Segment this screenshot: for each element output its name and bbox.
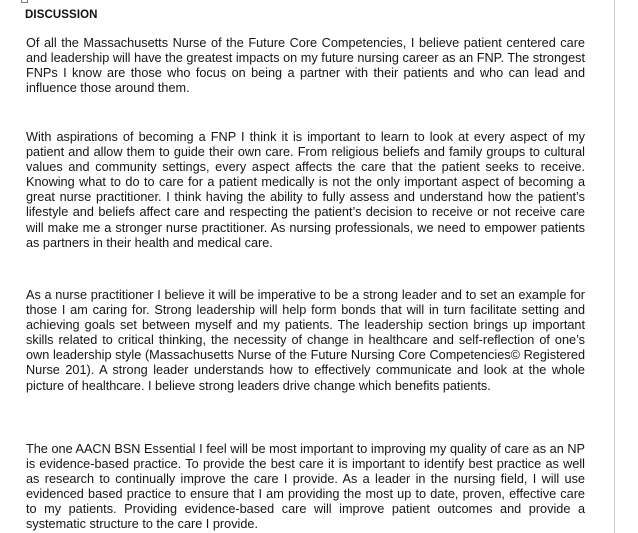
paragraph-patient-centered-care: Of all the Massachusetts Nurse of the Future Core Competencies, I believe patient centered care and leadership will have the greatest impacts on my future nursing career as an FNP. The strongest FNPs I know are those who focus on being a partner with their patients and who can lead and influence those around them. [26, 36, 585, 96]
section-heading: DISCUSSION [25, 9, 98, 21]
paragraph-anchor-icon [21, 0, 28, 3]
paragraph-fnp-aspirations: With aspirations of becoming a FNP I think it is important to learn to look at every aspect of my patient and allow them to guide their own care. From religious beliefs and family groups to cultural values and community settings, every aspect affects the care that the patient seeks to receive. Knowing what to do to care for a patient medically is not the only important aspect of becoming a great nurse practitioner. I think having the ability to fully assess and understand how the patient’s lifestyle and beliefs affect care and respecting the patient’s decision to receive or not receive care will make me a stronger nurse practitioner. As nursing professionals, we need to empower patients as partners in their health and medical care. [26, 130, 585, 250]
page-edge-line [614, 0, 615, 533]
paragraph-leadership: As a nurse practitioner I believe it will be imperative to be a strong leader and to set an example for those I am caring for. Strong leadership will help form bonds that will in turn facilitate setting and achieving goals set between myself and my patients. The leadership section brings up important skills related to critical thinking, the necessity of change in healthcare and self-reflection of one’s own leadership style (Massachusetts Nurse of the Future Nursing Core Competencies© Registered Nurse 201). A strong leader understands how to effectively communicate and look at the whole picture of healthcare. I believe strong leaders drive change which benefits patients. [26, 288, 585, 393]
paragraph-evidence-based-practice: The one AACN BSN Essential I feel will be most important to improving my quality of care as an NP is evidence-based practice. To provide the best care it is important to identify best practice as well as research to continually improve the care I provide. As a leader in the nursing field, I will use evidenced based practice to ensure that I am providing the most up to date, proven, effective care to my patients. Providing evidence-based care will improve patient outcomes and provide a systematic structure to the care I provide. [26, 442, 585, 532]
